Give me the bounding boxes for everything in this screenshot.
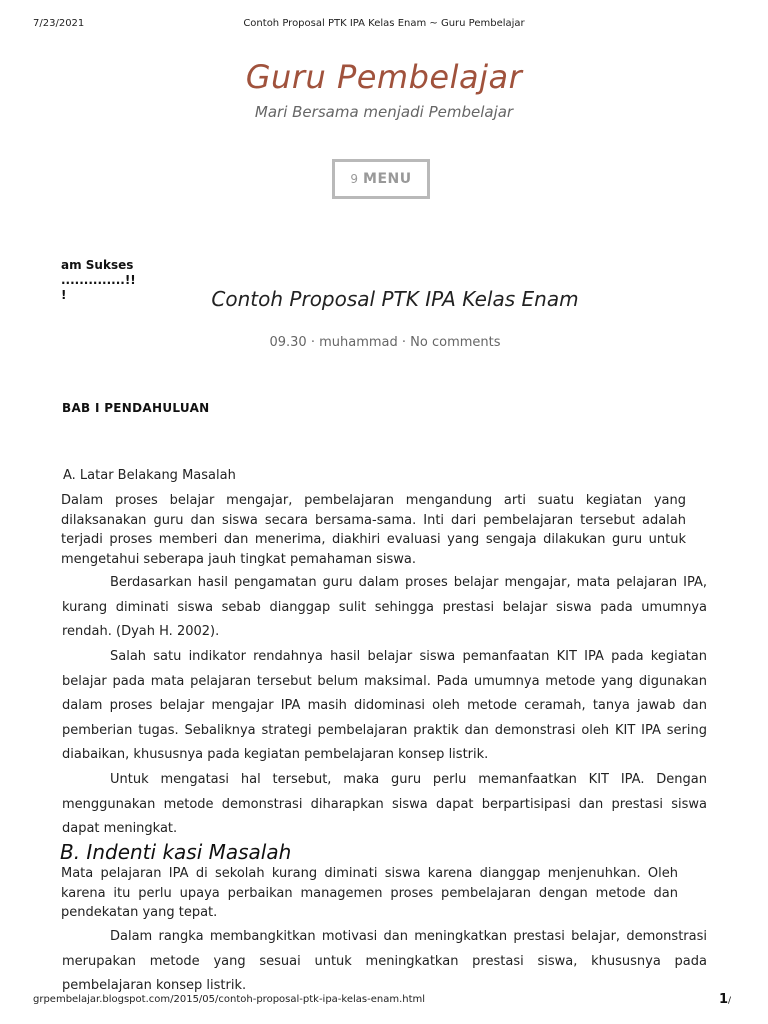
paragraph: Dalam rangka membangkitkan motivasi dan meningkatkan prestasi belajar, demonstrasi merupakan metode yang sesuai untuk meningkatkan prestasi siswa, khususnya pada pembelajaran konsep listrik. bbox=[62, 929, 707, 993]
paragraph: Untuk mengatasi hal tersebut, maka guru perlu memanfaatkan KIT IPA. Dengan menggunakan metode demonstrasi diharapkan siswa dapat berpartisipasi dan prestasi siswa dapat meningkat. bbox=[62, 772, 707, 836]
section-a-heading: A. Latar Belakang Masalah bbox=[63, 468, 236, 483]
print-date: 7/23/2021 bbox=[33, 18, 85, 29]
post-author-link[interactable]: muhammad bbox=[319, 335, 398, 350]
paragraph: Berdasarkan hasil pengamatan guru dalam proses belajar mengajar, mata pelajaran IPA, kurang diminati siswa sebab dianggap sulit sehingga prestasi belajar siswa pada umumnya rendah. (Dyah H. 2002). bbox=[62, 575, 707, 639]
blog-tagline: Mari Bersama menjadi Pembelajar bbox=[254, 103, 514, 121]
post-title: Contoh Proposal PTK IPA Kelas Enam bbox=[211, 287, 579, 311]
marquee-line: ! bbox=[61, 288, 67, 302]
page-number bbox=[719, 992, 731, 1007]
menu-label: MENU bbox=[363, 171, 412, 187]
print-page-title: Contoh Proposal PTK IPA Kelas Enam ~ Guru Pembelajar bbox=[243, 18, 525, 29]
paragraph: Salah satu indikator rendahnya hasil belajar siswa pemanfaatan KIT IPA pada kegiatan belajar pada mata pelajaran tersebut belum maksimal. Pada umumnya metode yang digunakan dalam proses belajar mengajar IPA masih didominasi oleh metode ceramah, tanya jawab dan pemberian tugas. Sebaliknya strategi pembelajaran praktik dan demonstrasi oleh KIT IPA sering diabaikan, khususnya pada kegiatan pembelajaran konsep listrik. bbox=[62, 649, 707, 762]
post-meta bbox=[0, 335, 768, 350]
menu-icon: 9 bbox=[350, 172, 359, 186]
blog-title[interactable]: Guru Pembelajar bbox=[245, 58, 523, 96]
paragraph: Dalam proses belajar mengajar, pembelajaran mengandung arti suatu kegiatan yang dilaksanakan guru dan siswa secara bersama-sama. Inti dari pembelajaran tersebut adalah terjadi proses memberi dan menerima, diakhiri evaluasi yang sengaja dilakukan guru untuk mengetahui seberapa jauh tingkat pemahaman siswa. bbox=[61, 493, 686, 567]
meta-separator: · bbox=[401, 335, 407, 350]
chapter-heading: BAB I PENDAHULUAN bbox=[62, 401, 210, 415]
menu-button[interactable] bbox=[332, 159, 430, 199]
page-total: / bbox=[728, 996, 732, 1006]
post-comments-link[interactable]: No comments bbox=[410, 335, 501, 350]
print-url: grpembelajar.blogspot.com/2015/05/contoh-proposal-ptk-ipa-kelas-enam.html bbox=[33, 994, 426, 1005]
marquee-line: am Sukses bbox=[61, 258, 134, 272]
post-time: 09.30 bbox=[269, 335, 307, 350]
paragraph: Mata pelajaran IPA di sekolah kurang diminati siswa karena dianggap menjenuhkan. Oleh karena itu perlu upaya perbaikan managemen proses pembelajaran dengan metode dan pendekatan yang tepat. bbox=[61, 866, 678, 920]
page-current: 1 bbox=[719, 992, 729, 1007]
meta-separator: · bbox=[310, 335, 315, 350]
section-b-heading: B. Indenti kasi Masalah bbox=[60, 840, 292, 864]
marquee-line: ..............!! bbox=[61, 273, 136, 287]
